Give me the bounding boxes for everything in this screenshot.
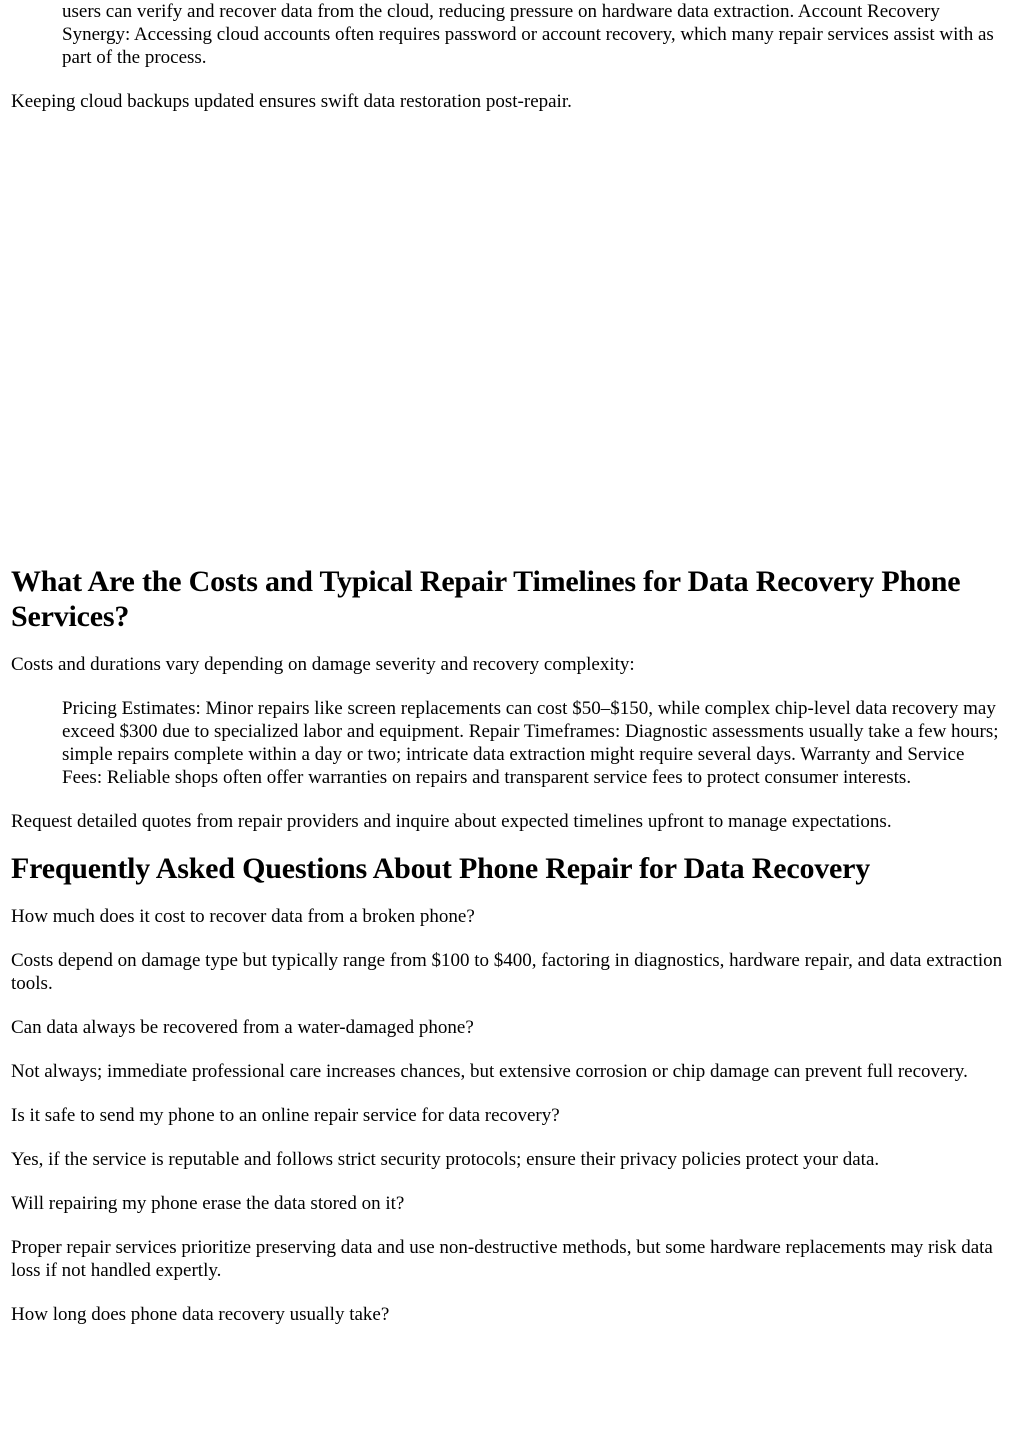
faq-answer: Costs depend on damage type but typically range from $100 to $400, factoring in diagnostics, hardware repair, and data extraction tools. [11, 950, 1003, 994]
faq-answer: Not always; immediate professional care increases chances, but extensive corrosion or chip damage can prevent full recovery. [11, 1061, 968, 1082]
cloud-backup-note: Keeping cloud backups updated ensures swift data restoration post-repair. [11, 91, 572, 112]
faq-question: How long does phone data recovery usually take? [11, 1304, 390, 1325]
faq-question: Is it safe to send my phone to an online repair service for data recovery? [11, 1105, 560, 1126]
costs-blockquote [62, 697, 1002, 789]
faq-question: Will repairing my phone erase the data stored on it? [11, 1193, 405, 1214]
faq-question: How much does it cost to recover data from a broken phone? [11, 906, 475, 927]
costs-closing: Request detailed quotes from repair providers and inquire about expected timelines upfront to manage expectations. [11, 811, 892, 832]
costs-details-text: Pricing Estimates: Minor repairs like screen replacements can cost $50–$150, while complex chip-level data recovery may exceed $300 due to specialized labor and equipment. Repair Timeframes: Diagnostic assessments usually take a few hours; simple repairs complete within a day or two; intricate data extraction might require several days. Warranty and Service Fees: Reliable shops often offer warranties on repairs and transparent service fees to protect consumer interests. [62, 698, 999, 788]
costs-heading: What Are the Costs and Typical Repair Timelines for Data Recovery Phone Services? [11, 565, 961, 633]
main-content [11, 564, 1013, 1326]
faq-answer: Yes, if the service is reputable and follows strict security protocols; ensure their privacy policies protect your data. [11, 1149, 880, 1170]
cloud-recovery-blockquote [62, 0, 1002, 69]
cloud-recovery-text: users can verify and recover data from the cloud, reducing pressure on hardware data extraction. Account Recovery Synergy: Accessing cloud accounts often requires password or account recovery, which many repair services assist with as part of the process. [62, 1, 994, 68]
faq-answer: Proper repair services prioritize preserving data and use non-destructive methods, but some hardware replacements may risk data loss if not handled expertly. [11, 1237, 993, 1281]
costs-intro: Costs and durations vary depending on damage severity and recovery complexity: [11, 654, 635, 675]
faq-question: Can data always be recovered from a water-damaged phone? [11, 1017, 474, 1038]
faq-heading: Frequently Asked Questions About Phone Repair for Data Recovery [11, 852, 871, 885]
